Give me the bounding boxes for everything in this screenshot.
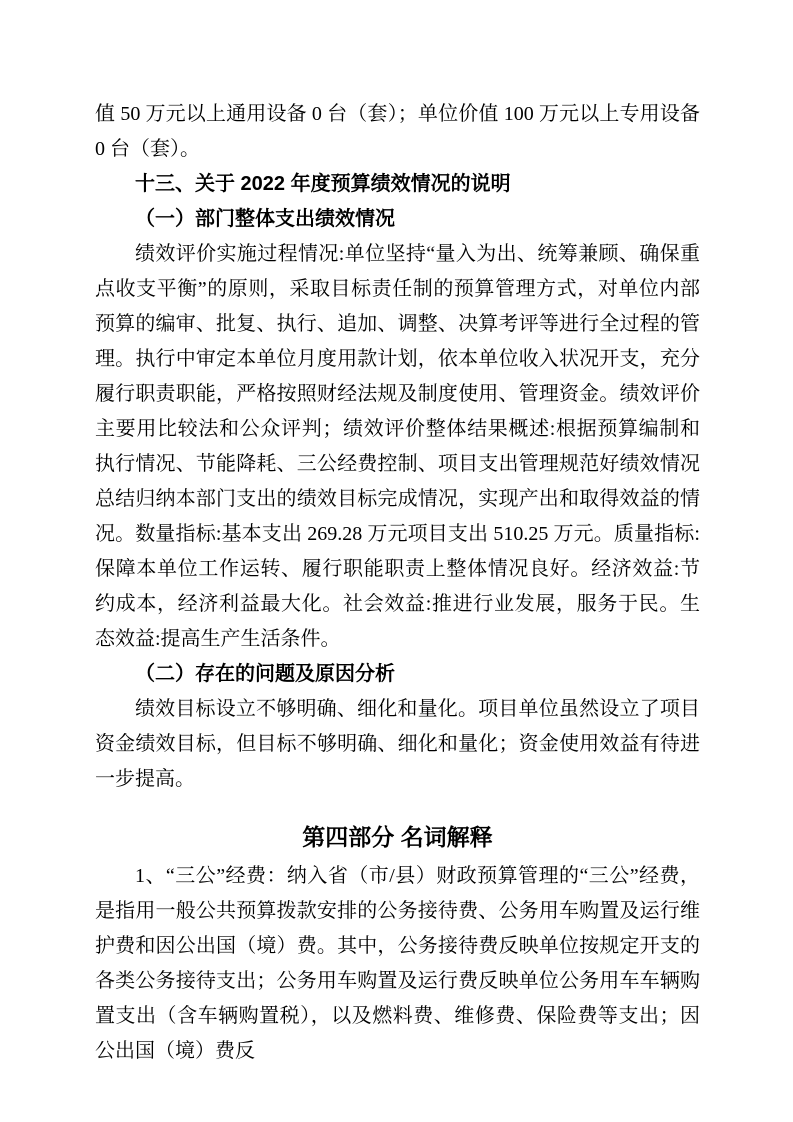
subsection-2-paragraph: 绩效目标设立不够明确、细化和量化。项目单位虽然设立了项目资金绩效目标，但目标不够明确、细化和量化；资金使用效益有待进一步提高。 <box>95 698 700 790</box>
subsection-2-heading: （二）存在的问题及原因分析 <box>135 663 395 685</box>
part-4-title: 第四部分 名词解释 <box>302 824 493 850</box>
section-13-heading: 十三、关于 2022 年度预算绩效情况的说明 <box>135 173 511 195</box>
part-4-paragraph-sangong-definition: 1、“三公”经费：纳入省（市/县）财政预算管理的“三公”经费，是指用一般公共预算拨款安排的公务接待费、公务用车购置及运行维护费和因公出国（境）费。其中，公务接待费反映单位按规定开支的各类公务接待支出；公务用车购置及运行费反映单位公务用车车辆购置支出（含车辆购置税），以及燃料费、维修费、保险费等支出；因公出国（境）费反 <box>95 865 700 1062</box>
continuation-paragraph: 值 50 万元以上通用设备 0 台（套）；单位价值 100 万元以上专用设备 0 台（套）。 <box>95 103 700 160</box>
subsection-1-paragraph: 绩效评价实施过程情况:单位坚持“量入为出、统筹兼顾、确保重点收支平衡”的原则，采取目标责任制的预算管理方式，对单位内部预算的编审、批复、执行、追加、调整、决算考评等进行全过程的管理。执行中审定本单位月度用款计划，依本单位收入状况开支，充分履行职责职能，严格按照财经法规及制度使用、管理资金。绩效评价主要用比较法和公众评判；绩效评价整体结果概述:根据预算编制和执行情况、节能降耗、三公经费控制、项目支出管理规范好绩效情况总结归纳本部门支出的绩效目标完成情况，实现产出和取得效益的情况。数量指标:基本支出 269.28 万元项目支出 510.25 万元。质量指标:保障本单位工作运转、履行职能职责上整体情况良好。经济效益:节约成本，经济利益最大化。社会效益:推进行业发展，服务于民。生态效益:提高生产生活条件。 <box>95 243 700 650</box>
subsection-1-heading: （一）部门整体支出绩效情况 <box>135 208 395 230</box>
